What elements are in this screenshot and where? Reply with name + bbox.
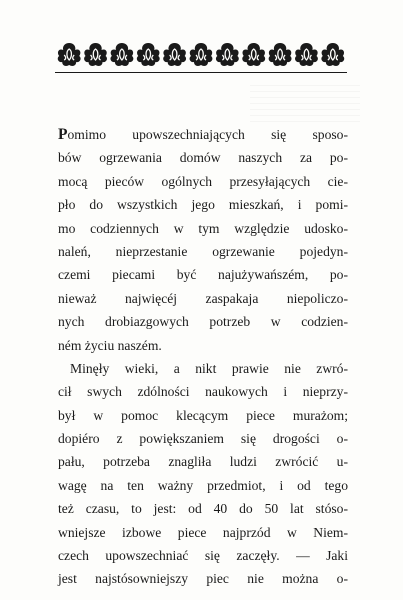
paragraph-1 <box>58 123 348 357</box>
leaf-ornament-icon <box>163 43 186 66</box>
text-line: ném życiu naszém. <box>58 337 162 353</box>
text-line: czemi piecami być najużywańszém, po- <box>58 267 348 283</box>
leaf-ornament-icon <box>190 43 213 66</box>
leaf-ornament-icon <box>84 43 107 66</box>
leaf-ornament-icon <box>295 43 318 66</box>
text-line: mocą pieców ogólnych przesyłających cie- <box>58 173 348 189</box>
text-line: wagę na ten ważny przedmiot, i od tego <box>58 477 348 493</box>
text-line: też czasu, to jest: od 40 do 50 lat stóso- <box>58 501 348 517</box>
leaf-ornament-icon <box>216 43 239 66</box>
text-line: dopiéro z powiększaniem się drogości o- <box>58 431 348 447</box>
text-line: nieważ najwięcéj zaspakaja niepoliczo- <box>58 290 348 306</box>
text-line: cił swych zdólności naukowych i nieprzy- <box>58 384 348 400</box>
drop-cap: P <box>58 126 68 143</box>
text-line: naleń, nieprzestanie ogrzewanie pojedyn- <box>58 243 348 259</box>
text-line: bów ogrzewania domów naszych za po- <box>58 150 348 166</box>
leaf-ornament-icon <box>110 43 133 66</box>
acanthus-leaf-border-icon <box>56 40 346 70</box>
leaf-ornament-icon <box>58 43 81 66</box>
text-line: czech upowszechniać się zaczęły. — Jaki <box>58 548 348 564</box>
text-line: Pomimo upowszechniających się sposo- <box>58 126 348 143</box>
text-line: nych drobiazgowych potrzeb w codzien- <box>58 314 348 330</box>
leaf-ornament-icon <box>321 43 344 66</box>
leaf-ornament-icon <box>269 43 292 66</box>
header-rule <box>55 72 347 73</box>
leaf-ornament-icon <box>242 43 265 66</box>
text-line: mo codziennych w tym względzie udosko- <box>58 220 348 236</box>
text-line: pału, potrzeba znagliła ludzi zwrócić u- <box>58 454 348 470</box>
body-text <box>58 123 348 591</box>
text-line: Minęły wieki, a nikt prawie nie zwró- <box>70 360 348 376</box>
text-line: pło do wszystkich jego mieszkań, i pomi- <box>58 197 348 213</box>
text-line: jest najstósowniejszy piec nie można o- <box>58 571 348 587</box>
leaf-ornament-icon <box>137 43 160 66</box>
bleed-through-shadow <box>250 82 360 122</box>
paragraph-2 <box>58 357 348 591</box>
text-line: wniejsze izbowe piece najprzód w Niem- <box>58 524 348 540</box>
text-line: był w pomoc klecącym piece murażom; <box>58 407 348 423</box>
